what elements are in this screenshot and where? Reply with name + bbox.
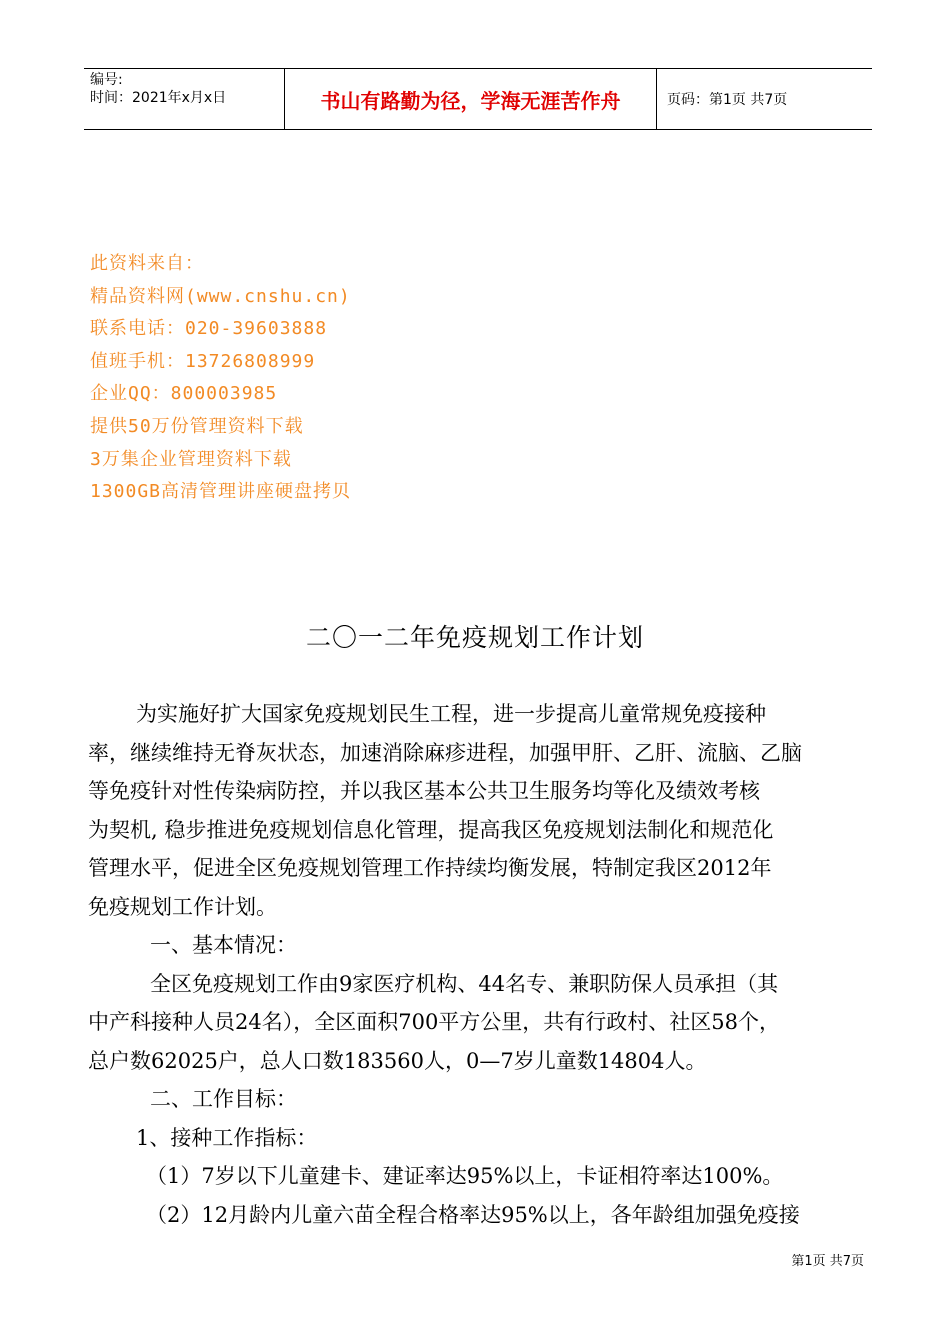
- source-line: 值班手机：13726808999: [90, 350, 316, 372]
- header-meta: [84, 69, 284, 129]
- header-page-info: 页码：第1页 共7页: [667, 92, 788, 108]
- document-header: [84, 68, 872, 130]
- document-number-label: 编号:: [90, 72, 123, 88]
- document-title: 二〇一二年免疫规划工作计划: [305, 623, 644, 652]
- page-footer: 第1页 共7页: [791, 1254, 864, 1269]
- section1-line: 全区免疫规划工作由9家医疗机构、44名专、兼职防保人员承担（其: [150, 972, 779, 996]
- section-heading: 一、基本情况：: [150, 933, 297, 957]
- section-heading: 二、工作目标：: [150, 1087, 297, 1111]
- document-date-label: 时间：2021年x月x日: [90, 90, 227, 106]
- item-line: （1）7岁以下儿童建卡、建证率达95%以上，卡证相符率达100%。: [146, 1164, 784, 1188]
- source-line: 企业QQ：800003985: [90, 383, 278, 405]
- header-motto: 书山有路勤为径，学海无涯苦作舟: [284, 69, 657, 129]
- intro-line: 免疫规划工作计划。: [88, 895, 277, 919]
- intro-line: 等免疫针对性传染病防控，并以我区基本公共卫生服务均等化及绩效考核: [88, 779, 760, 803]
- source-line: 3万集企业管理资料下载: [90, 448, 292, 470]
- source-line: 此资料来自：: [90, 253, 204, 274]
- source-line: 精品资料网(www.cnshu.cn): [90, 285, 351, 307]
- intro-line: 管理水平，促进全区免疫规划管理工作持续均衡发展，特制定我区2012年: [88, 856, 772, 880]
- intro-line: 率，继续维持无脊灰状态，加速消除麻疹进程，加强甲肝、乙肝、流脑、乙脑: [88, 741, 802, 765]
- source-info-block: [90, 248, 351, 509]
- source-line: 联系电话：020-39603888: [90, 318, 328, 340]
- source-line: 提供50万份管理资料下载: [90, 415, 304, 437]
- source-line: 1300GB高清管理讲座硬盘拷贝: [90, 481, 352, 503]
- intro-line: 为契机, 稳步推进免疫规划信息化管理，提高我区免疫规划法制化和规范化: [88, 818, 774, 842]
- item-heading: 1、接种工作指标：: [136, 1126, 318, 1150]
- item-line: （2）12月龄内儿童六苗全程合格率达95%以上，各年龄组加强免疫接: [146, 1203, 800, 1227]
- section1-line: 中产科接种人员24名），全区面积700平方公里，共有行政村、社区58个，: [88, 1010, 781, 1034]
- section1-line: 总户数62025户，总人口数183560人，0—7岁儿童数14804人。: [88, 1049, 707, 1073]
- intro-line: 为实施好扩大国家免疫规划民生工程，进一步提高儿童常规免疫接种: [136, 702, 766, 726]
